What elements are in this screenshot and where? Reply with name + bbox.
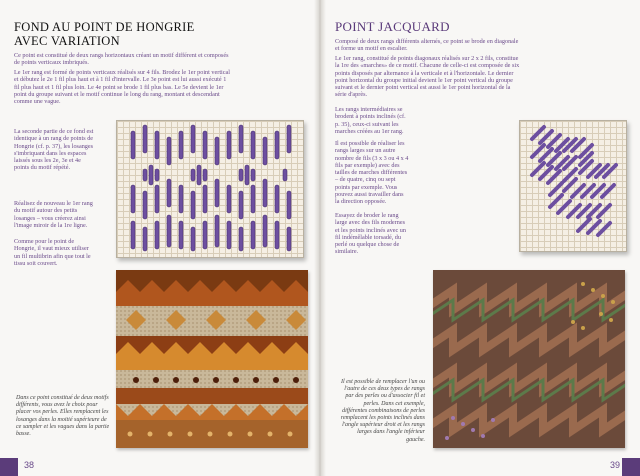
right-page-title: POINT JACQUARD [335, 19, 450, 34]
right-page-tab [622, 458, 640, 476]
left-photo-caption: Dans ce point constitué de deux motifs différents, vous avez le choix pour placer vos perles. Elles remplacent les losanges dans la moitié supérieure de ce sampler et les vagues dans la partie basse. [16, 395, 110, 438]
left-paragraph-4: Réalisez de nouveau le 1er rang du motif autour des petits losanges – vous créerez ainsi l'image miroir de la 1re ligne. [14, 200, 93, 229]
jacquard-sample-photo [433, 270, 625, 448]
hungarian-sample-photo [116, 270, 308, 448]
left-paragraph-1: Ce point est constitué de deux rangs horizontaux créant un motif différent et composés de points verticaux imbriqués. [14, 52, 229, 67]
right-paragraph-5: Essayez de broder le rang large avec des fils modernes et les points inclinés avec un fil indémêlable torsadé, du perlé ou quelque chose de similaire. [335, 212, 406, 256]
left-paragraph-5: Comme pour le point de Hongrie, il vaut mieux utiliser un fil multibrin afin que tout le tissu soit couvert. [14, 238, 91, 267]
jacquard-stitch-diagram [519, 120, 627, 252]
left-title-line2: AVEC VARIATION [14, 34, 120, 48]
right-paragraph-2: Le 1er rang, constitué de points diagonaux réalisés sur 2 x 2 fils, constitue la 1re des «marches» de ce motif. Chacune de celle-ci est composée de six points disposés par alternance à la verticale et à l'horizontale. Le dernier point horizontal du groupe initial devient le 1er point vertical du groupe suivant et le dernier point vertical est aussi le 1er point horizontal de la série d'après. [335, 55, 520, 99]
right-paragraph-4: Il est possible de réaliser les rangs larges sur un autre nombre de fils (3 x 3 ou 4 x 4 fils par exemple) avec des tailles de marches différentes – de quatre, cinq ou sept points par exemple. Vous pouvez aussi travailler dans la direction opposée. [335, 140, 409, 206]
book-gutter [314, 0, 326, 476]
jacquard-stitch-svg [520, 121, 626, 251]
left-page-title [14, 20, 304, 48]
left-title-line1: FOND AU POINT DE HONGRIE [14, 20, 195, 34]
left-paragraph-2: Le 1er rang est formé de points verticaux réalisés sur 4 fils. Brodez le 1er point vertical et débutez le 2e 1 fil plus haut et à 1 fil d'intervalle. Le 3e point est lui aussi exécuté 1 fil plus haut et 1 fil plus loin. Le 4e point se brode 1 fil plus bas. Le 5e devient le 1er point du groupe suivant et le motif continue le long du rang, montant et descendant comme une vague. [14, 69, 230, 106]
right-photo-caption: Il est possible de remplacer l'un ou l'autre de ces deux types de rangs par des perles ou d'associer fil et perles. Dans cet exemple, différentes combinaisons de perles remplacent les points inclinés dans l'angle supérieur droit et les rangs larges dans l'angle inférieur gauche. [340, 379, 425, 443]
right-paragraph-1: Composé de deux rangs différents alternés, ce point se brode en diagonale et forme un motif en escalier. [335, 38, 519, 53]
hungarian-stitch-svg [117, 121, 303, 257]
jacquard-sample-svg [433, 270, 625, 448]
left-paragraph-3: La seconde partie de ce fond est identique à un rang de points de Hongrie (cf. p. 37), les losanges s'imbriquant dans les espaces laissés sous les 2e, 3e et 4e points du motif répété. [14, 128, 94, 172]
left-page [0, 0, 319, 476]
left-page-number: 38 [24, 460, 35, 470]
right-page [321, 0, 640, 476]
right-page-number: 39 [609, 460, 620, 470]
right-paragraph-3: Les rangs intermédiaires se brodent à points inclinés (cf. p. 35), ceux-ci suivant les marches créées au 1er rang. [335, 106, 406, 135]
hungarian-sample-svg [116, 270, 308, 448]
left-page-tab [0, 458, 18, 476]
hungarian-stitch-diagram [116, 120, 304, 258]
